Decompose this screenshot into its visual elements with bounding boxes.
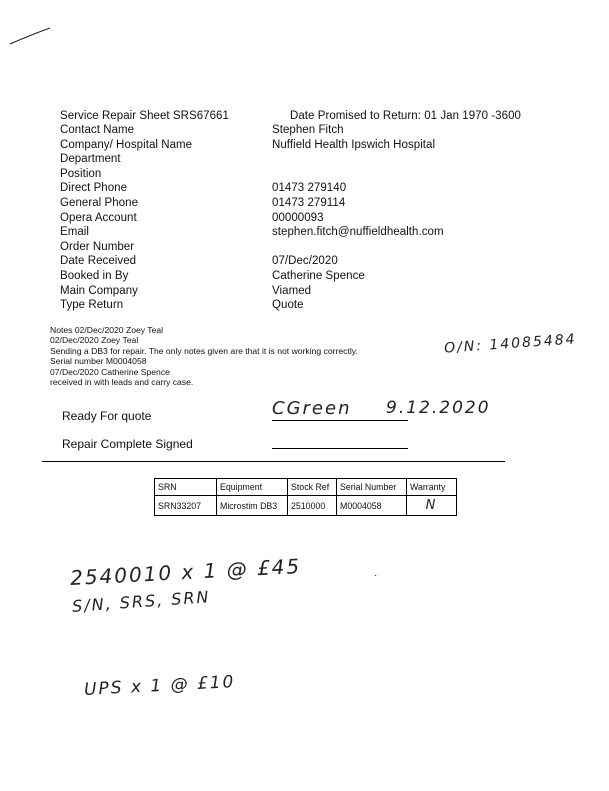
ready-for-quote-label: Ready For quote — [62, 409, 152, 423]
complete-signature-line — [272, 448, 408, 449]
note-line: 02/Dec/2020 Zoey Teal — [50, 335, 139, 346]
field-value: Nuffield Health Ipswich Hospital — [272, 138, 436, 151]
table-row — [155, 496, 457, 516]
cell-warranty: N — [407, 496, 457, 516]
field-label: Opera Account — [60, 211, 137, 224]
handwritten-parts-line: 2540010 x 1 @ £45 — [69, 553, 302, 591]
field-label: Booked in By — [60, 270, 129, 282]
handwritten-ups-line: UPS x 1 @ £10 — [83, 672, 236, 700]
field-value: 00000093 — [272, 211, 324, 224]
field-label: Contact Name — [60, 124, 135, 136]
table-header-row — [155, 479, 457, 496]
handwritten-order-number: O/N: 14085484 — [443, 331, 578, 357]
cell-stock-ref: 2510000 — [288, 496, 337, 516]
notes-block — [50, 325, 358, 387]
date-promised: Date Promised to Return: 01 Jan 1970 -3600 — [290, 110, 521, 122]
ready-signature-line — [272, 420, 408, 421]
note-line: 07/Dec/2020 Catherine Spence — [50, 366, 170, 377]
col-warranty: Warranty — [407, 479, 457, 496]
note-line: Serial number M0004058 — [50, 356, 147, 367]
field-label: Email — [60, 226, 90, 239]
handwritten-ready-date: 9.12.2020 — [386, 398, 491, 418]
field-label: Department — [60, 153, 121, 166]
sheet-title: Service Repair Sheet SRS67661 — [60, 110, 229, 122]
stray-mark: · — [374, 570, 378, 581]
cell-serial-number: M0004058 — [337, 496, 407, 516]
field-value: 01473 279114 — [272, 197, 346, 209]
field-value: Viamed — [272, 284, 312, 297]
col-srn: SRN — [155, 479, 217, 496]
cell-srn: SRN33207 — [155, 496, 217, 516]
col-stock-ref: Stock Ref — [288, 479, 337, 496]
pen-stroke-mark — [8, 26, 52, 48]
field-value: Quote — [272, 299, 304, 312]
field-value: 07/Dec/2020 — [272, 255, 338, 268]
note-line: Notes 02/Dec/2020 Zoey Teal — [50, 325, 164, 335]
field-label: Type Return — [60, 299, 124, 312]
field-value: stephen.fitch@nuffieldhealth.com — [272, 226, 444, 239]
field-label: General Phone — [60, 197, 139, 209]
field-value: 01473 279140 — [272, 182, 347, 195]
note-line: Sending a DB3 for repair. The only notes given are that it is not working correctly. — [50, 345, 358, 356]
section-divider — [42, 461, 505, 462]
cell-equipment: Microstim DB3 — [217, 496, 288, 516]
handwritten-parts-sub: S/N, SRS, SRN — [71, 587, 212, 616]
field-value: Catherine Spence — [272, 270, 365, 282]
field-label: Direct Phone — [60, 182, 128, 195]
field-label: Date Received — [60, 255, 137, 268]
srn-table — [154, 478, 457, 516]
col-serial-number: Serial Number — [337, 479, 407, 496]
field-label: Company/ Hospital Name — [60, 138, 193, 151]
field-value: Stephen Fitch — [272, 124, 344, 136]
col-equipment: Equipment — [217, 479, 288, 496]
repair-complete-label: Repair Complete Signed — [62, 437, 193, 451]
field-label: Main Company — [60, 284, 138, 297]
note-line: received in with leads and carry case. — [50, 377, 194, 388]
handwritten-signature: CGreen — [272, 398, 352, 419]
field-label: Order Number — [60, 240, 135, 253]
field-label: Position — [60, 167, 102, 180]
